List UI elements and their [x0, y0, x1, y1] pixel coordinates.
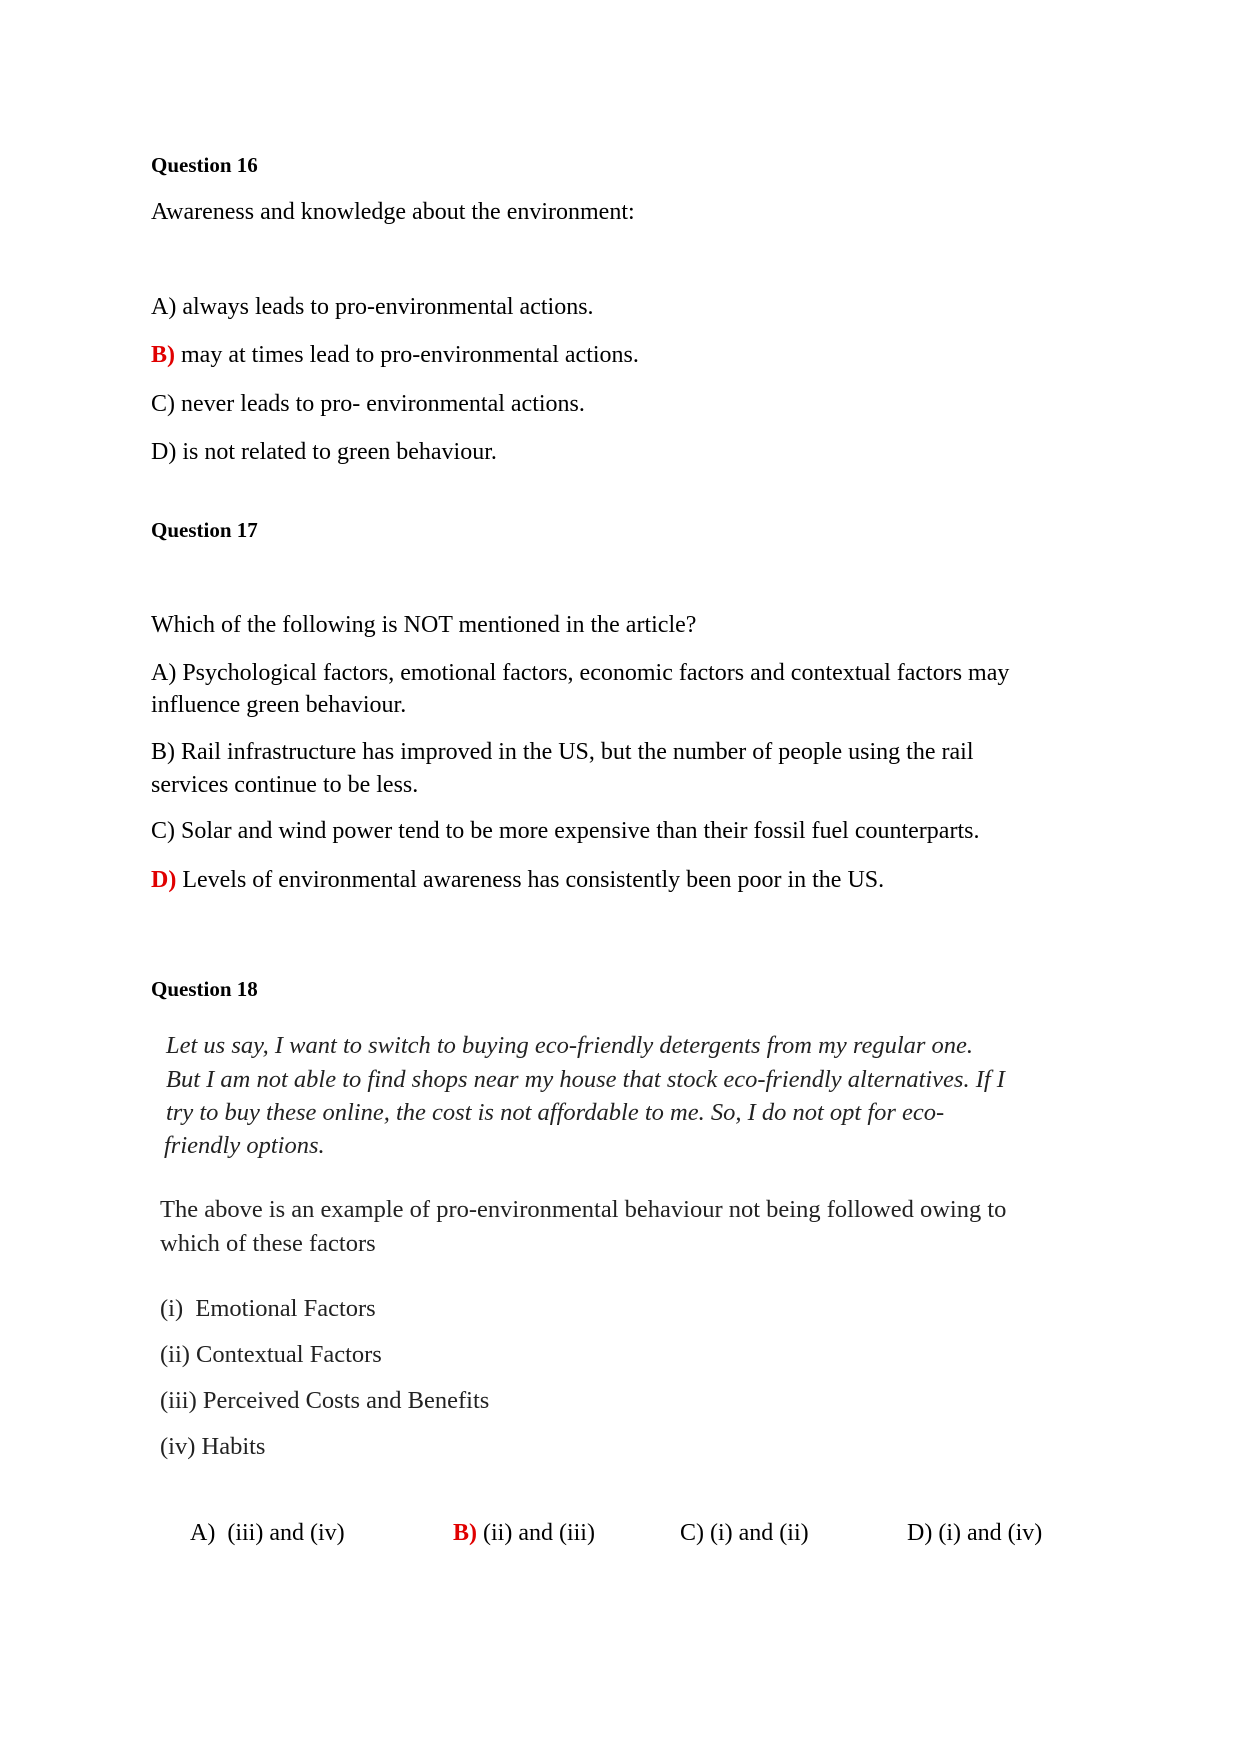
option-text: (ii) and (iii) [477, 1520, 595, 1546]
option-letter: D) [151, 439, 177, 465]
question-heading: Question 18 [151, 977, 258, 1001]
passage-line: friendly options. [164, 1132, 325, 1159]
option-letter: A) [151, 294, 177, 320]
factor-item: (ii) Contextual Factors [160, 1341, 382, 1368]
factor-item: (iii) Perceived Costs and Benefits [160, 1387, 490, 1414]
question-prompt: Which of the following is NOT mentioned in the article? [151, 612, 697, 638]
option-text: (iii) and (iv) [215, 1520, 345, 1546]
option-text: Solar and wind power tend to be more expensive than their fossil fuel counterparts. [175, 818, 980, 844]
option-b-continued: services continue to be less. [151, 772, 419, 798]
option-text: never leads to pro- environmental actions. [175, 391, 585, 417]
answer-d [907, 1519, 1042, 1547]
option-b-correct [151, 341, 639, 369]
option-text: Levels of environmental awareness has consistently been poor in the US. [176, 867, 885, 893]
option-d-correct [151, 866, 884, 894]
option-letter: B) [151, 739, 175, 765]
option-c [151, 817, 979, 845]
question-prompt: Awareness and knowledge about the environment: [151, 199, 635, 225]
option-text: may at times lead to pro-environmental actions. [175, 342, 639, 368]
option-letter: D) [151, 867, 177, 893]
option-letter: A) [190, 1520, 216, 1546]
passage-line: Let us say, I want to switch to buying eco-friendly detergents from my regular one. [166, 1032, 974, 1059]
question-heading: Question 16 [151, 153, 258, 177]
option-letter: D) [907, 1520, 933, 1546]
option-letter: B) [151, 342, 175, 368]
option-letter: C) [151, 818, 175, 844]
option-text: always leads to pro-environmental actions. [176, 294, 594, 320]
option-text: Psychological factors, emotional factors, economic factors and contextual factors may [176, 660, 1010, 686]
option-letter: C) [151, 391, 175, 417]
option-c [151, 390, 585, 418]
passage-line: try to buy these online, the cost is not affordable to me. So, I do not opt for eco- [166, 1099, 945, 1126]
option-a [151, 659, 1009, 687]
factor-item: (iv) Habits [160, 1433, 266, 1460]
question-heading: Question 17 [151, 518, 258, 542]
passage-line: But I am not able to find shops near my house that stock eco-friendly alternatives. If I [166, 1066, 1005, 1093]
option-letter: B) [453, 1520, 477, 1546]
factor-item: (i) Emotional Factors [160, 1295, 376, 1322]
option-a-continued: influence green behaviour. [151, 692, 407, 718]
option-letter: A) [151, 660, 177, 686]
option-b [151, 738, 973, 766]
option-d [151, 438, 497, 466]
answer-a [190, 1519, 345, 1547]
option-letter: C) [680, 1520, 704, 1546]
option-a [151, 293, 594, 321]
question-prompt-continued: which of these factors [160, 1230, 376, 1257]
answer-b-correct [453, 1519, 595, 1547]
option-text: (i) and (iv) [932, 1520, 1043, 1546]
option-text: Rail infrastructure has improved in the US, but the number of people using the rail [175, 739, 974, 765]
option-text: is not related to green behaviour. [176, 439, 497, 465]
option-text: (i) and (ii) [704, 1520, 809, 1546]
question-prompt: The above is an example of pro-environmental behaviour not being followed owing to [160, 1196, 1007, 1223]
answer-c [680, 1519, 809, 1547]
